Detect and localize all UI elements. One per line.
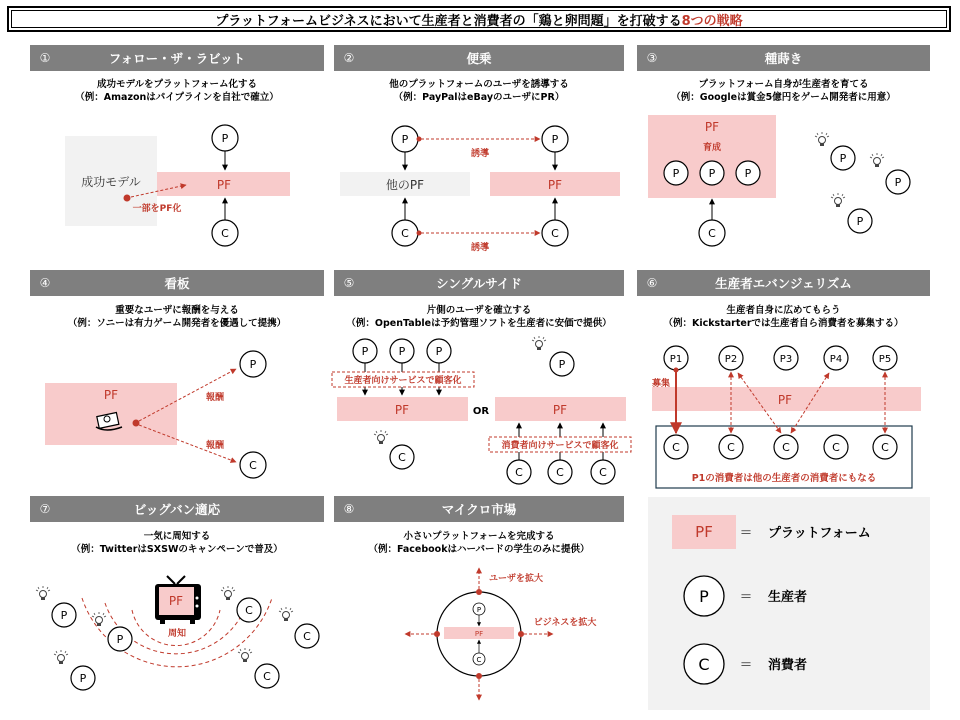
pf-label-left: PF [394, 403, 410, 417]
consumer-label-1: C [515, 466, 523, 479]
producer-label: P [221, 132, 229, 145]
consumer-label-4: C [832, 441, 840, 454]
consumer-label-2: C [727, 441, 735, 454]
producer-p3-label: P3 [779, 354, 793, 365]
panel-2-title: 便乗 [466, 51, 492, 66]
consumer-label-5: C [881, 441, 889, 454]
panel-1-desc-line2: （例：Amazonはパイプラインを自社で確立） [75, 92, 279, 103]
legend-consumer-meaning: 消費者 [768, 658, 808, 673]
legend-consumer-symbol: C [698, 655, 710, 674]
lightbulb-icon [815, 132, 829, 146]
lightbulb-icon [831, 193, 845, 207]
consumer-label-left: C [401, 227, 409, 240]
pf-label: PF [474, 630, 484, 638]
panel-5-diagram [332, 336, 631, 484]
consumer-label-1: C [672, 441, 680, 454]
expand-business-label: ビジネスを拡大 [533, 618, 597, 628]
producer-label-2: P [116, 633, 124, 646]
legend-producer-eq: ＝ [739, 590, 753, 605]
panel-8-desc-line1: 小さいプラットフォームを完成する [403, 531, 555, 542]
success-model-label: 成功モデル [81, 175, 141, 189]
lightbulb-icon [221, 586, 235, 600]
producer-label-1: P [672, 167, 680, 180]
producer-label-right: P [551, 133, 559, 146]
panel-7-title: ビッグバン適応 [133, 502, 221, 517]
panel-7-desc-line2: （例：TwitterはSXSWのキャンペーンで普及） [71, 544, 283, 555]
recruit-dot [674, 368, 679, 373]
expand-dot-top [476, 589, 482, 595]
lightbulb-icon [92, 612, 106, 626]
panel-6-number: ⑥ [646, 276, 658, 290]
panel-8-desc-line2: （例：Facebookはハーバードの学生のみに提供） [368, 544, 590, 555]
induce-dot-bottom [417, 231, 422, 236]
reward-origin-dot [133, 420, 140, 427]
legend-items [672, 515, 871, 684]
panel-5-desc-line1: 片側のユーザを確立する [426, 305, 532, 316]
panel-3-diagram [648, 115, 910, 246]
panel-4-number: ④ [39, 276, 51, 290]
panel-4-title: 看板 [164, 276, 190, 291]
title-accent: 8つの戦略 [681, 13, 743, 29]
consumer-label-1: C [245, 604, 253, 617]
panel-3-desc-line2: （例：Googleは賞金5億円をゲーム開発者に用意） [671, 92, 896, 103]
legend-producer-symbol: P [699, 587, 709, 606]
expand-dot-bottom [476, 673, 482, 679]
panel-3-number: ③ [646, 51, 658, 65]
pf-label-right: PF [552, 403, 568, 417]
pf-label: PF [777, 393, 793, 407]
reward-label-top: 報酬 [205, 393, 225, 403]
induce-dot-top [417, 137, 422, 142]
panel-8-number: ⑧ [343, 502, 355, 516]
panel-8-title: マイクロ市場 [441, 502, 517, 517]
consumer-label: C [249, 459, 257, 472]
lightbulb-icon [532, 336, 546, 350]
pf-label: PF [704, 120, 720, 134]
panel-2-number: ② [343, 51, 355, 65]
consumer-label-2: C [303, 630, 311, 643]
panel-6-desc-line2: （例：Kickstarterでは生産者自ら消費者を募集する） [663, 318, 904, 329]
outside-producer-label-1: P [839, 152, 847, 165]
lightbulb-icon [238, 648, 252, 662]
induce-label-top: 誘導 [470, 149, 490, 159]
producer-label-1: P [60, 609, 68, 622]
consumer-label-3: C [599, 466, 607, 479]
pf-label: PF [168, 594, 184, 608]
other-pf-label: 他のPF [385, 178, 425, 192]
pf-label: PF [103, 388, 119, 402]
outside-consumer-label: C [398, 451, 406, 464]
title-main: プラットフォームビジネスにおいて生産者と消費者の「鶏と卵問題」を打破する [215, 13, 682, 29]
legend-pf-meaning: プラットフォーム [768, 526, 871, 541]
producer-label: P [249, 358, 257, 371]
consumer-label: C [476, 656, 482, 664]
outside-producer-label: P [558, 358, 566, 371]
panel-1-diagram [65, 125, 290, 246]
panel-8-diagram [405, 568, 596, 700]
announce-label: 周知 [167, 629, 187, 639]
consumer-label-2: C [556, 466, 564, 479]
panel-6-note: P1の消費者は他の生産者の消費者にもなる [691, 473, 877, 484]
induce-label-bottom: 誘導 [470, 243, 490, 253]
panel-7-number: ⑦ [39, 502, 51, 516]
producer-label-left: P [401, 133, 409, 146]
partial-dot [124, 195, 131, 202]
panel-4-desc-line1: 重要なユーザに報酬を与える [115, 305, 239, 316]
panel-6-diagram [652, 346, 921, 488]
panel-6-title: 生産者エバンジェリズム [715, 276, 852, 291]
panel-1-number: ① [39, 51, 51, 65]
producer-p2-label: P2 [724, 354, 738, 365]
producer-label: P [476, 606, 482, 614]
producer-label-2: P [708, 167, 716, 180]
consumer-label-3: C [263, 670, 271, 683]
lightbulb-icon [279, 607, 293, 621]
legend-consumer-eq: ＝ [739, 658, 753, 673]
panel-2-desc-line2: （例：PayPalはeBayのユーザにPR） [393, 92, 565, 103]
consumer-label: C [708, 227, 716, 240]
panel-7-desc-line1: 一気に周知する [143, 531, 211, 542]
producer-p5-label: P5 [878, 354, 892, 365]
panel-3-desc-line1: プラットフォーム自身が生産者を育てる [698, 79, 869, 90]
producer-label-3: P [744, 167, 752, 180]
lightbulb-icon [870, 153, 884, 167]
producer-p1-label: P1 [669, 354, 683, 365]
panel-5-desc-line2: （例：OpenTableは予約管理ソフトを生産者に安価で提供） [346, 318, 612, 329]
producer-service-label: 生産者向けサービスで顧客化 [344, 376, 462, 386]
or-label: OR [472, 406, 490, 417]
producer-label-3: P [79, 672, 87, 685]
panel-6-desc-line1: 生産者自身に広めてもらう [726, 305, 841, 316]
consumer-label: C [221, 227, 229, 240]
panel-1-desc-line1: 成功モデルをプラットフォーム化する [96, 79, 258, 90]
consumer-label-right: C [551, 227, 559, 240]
outside-producer-label-3: P [856, 215, 864, 228]
pf-label: PF [547, 178, 563, 192]
pf-label: PF [216, 178, 232, 192]
partial-label: 一部をPF化 [132, 204, 182, 214]
expand-users-label: ユーザを拡大 [488, 574, 544, 584]
outside-producer-label-2: P [894, 176, 902, 189]
recruit-label: 募集 [651, 379, 671, 389]
panel-3-title: 種蒔き [764, 51, 803, 66]
panel-4-diagram [45, 351, 266, 478]
expand-dot-right [518, 631, 524, 637]
consumer-label-3: C [782, 441, 790, 454]
legend-pf-symbol: PF [695, 523, 713, 541]
legend-pf-eq: ＝ [739, 526, 753, 541]
panel-5-title: シングルサイド [436, 276, 522, 291]
producer-label-3: P [435, 345, 443, 358]
lightbulb-icon [54, 650, 68, 664]
producer-label-1: P [361, 345, 369, 358]
expand-dot-left [434, 631, 440, 637]
producer-label-2: P [398, 345, 406, 358]
panel-4-desc-line2: （例：ソニーは有力ゲーム開発者を優遇して提携） [67, 318, 287, 329]
panel-2-desc-line1: 他のプラットフォームのユーザを誘導する [389, 79, 569, 90]
panel-5-number: ⑤ [343, 276, 355, 290]
panel-2-diagram [340, 126, 620, 253]
lightbulb-icon [374, 430, 388, 444]
panel-1-title: フォロー・ザ・ラビット [108, 51, 246, 66]
lightbulb-icon [36, 586, 50, 600]
panel-7-diagram [36, 576, 319, 690]
nurture-label: 育成 [702, 143, 722, 153]
consumer-service-label: 消費者向けサービスで顧客化 [501, 441, 619, 451]
producer-p4-label: P4 [829, 354, 843, 365]
legend-producer-meaning: 生産者 [768, 590, 808, 605]
reward-label-bottom: 報酬 [205, 441, 225, 451]
